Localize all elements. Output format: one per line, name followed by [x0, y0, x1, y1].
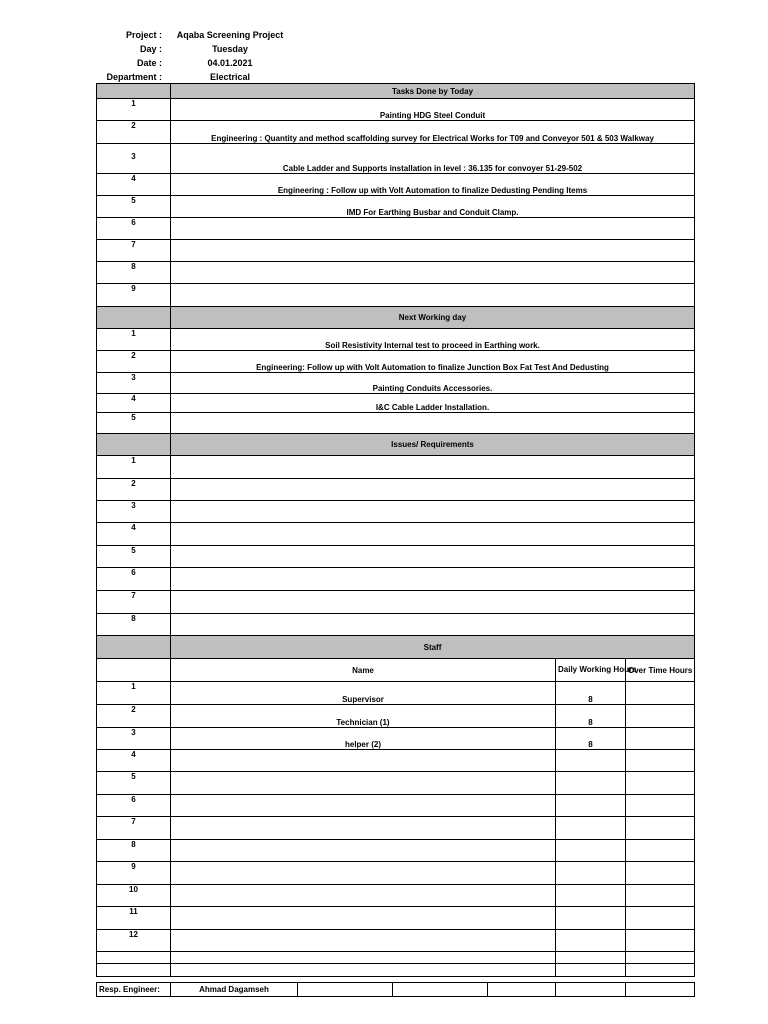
row-number: 7 — [97, 817, 171, 840]
staff-name — [171, 885, 556, 907]
staff-hours — [556, 885, 626, 907]
blank-row — [97, 952, 695, 964]
table-row — [97, 99, 695, 121]
staff-row — [97, 862, 695, 885]
row-number: 6 — [97, 795, 171, 817]
staff-overtime — [626, 682, 695, 705]
table-row — [97, 240, 695, 262]
task-text: Cable Ladder and Supports installation in level : 36.135 for convoyer 51-29-502 — [171, 144, 695, 174]
staff-name: helper (2) — [171, 728, 556, 750]
section-blank-cell — [97, 636, 171, 659]
row-number: 12 — [97, 930, 171, 952]
staff-row — [97, 795, 695, 817]
resp-engineer-label: Resp. Engineer: — [97, 983, 171, 997]
date-label: Date : — [136, 58, 162, 68]
row-number: 1 — [97, 682, 171, 705]
day-value: Tuesday — [212, 44, 248, 54]
row-number: 3 — [97, 728, 171, 750]
table-row — [97, 591, 695, 614]
table-row — [97, 262, 695, 284]
staff-hours — [556, 817, 626, 840]
table-row — [97, 546, 695, 568]
staff-name — [171, 840, 556, 862]
staff-name: Supervisor — [171, 682, 556, 705]
staff-hours — [556, 907, 626, 930]
blank-cell — [97, 952, 171, 964]
row-number: 1 — [97, 456, 171, 479]
staff-overtime — [626, 862, 695, 885]
staff-row — [97, 705, 695, 728]
staff-name — [171, 795, 556, 817]
staff-hours: 8 — [556, 728, 626, 750]
row-number: 6 — [97, 218, 171, 240]
staff-name — [171, 930, 556, 952]
staff-overtime — [626, 772, 695, 795]
table-row — [97, 501, 695, 523]
daily-report-table — [96, 83, 695, 977]
staff-name: Technician (1) — [171, 705, 556, 728]
staff-hours — [556, 750, 626, 772]
table-row — [97, 413, 695, 434]
blank-cell — [626, 964, 695, 977]
staff-name — [171, 817, 556, 840]
department-value: Electrical — [209, 72, 251, 82]
staff-row — [97, 907, 695, 930]
staff-row — [97, 885, 695, 907]
table-row — [97, 284, 695, 307]
row-number: 4 — [97, 523, 171, 546]
staff-name — [171, 862, 556, 885]
row-number: 5 — [97, 546, 171, 568]
task-text: Engineering : Quantity and method scaffolding survey for Electrical Works for T09 and Conveyor 501 & 503 Walkway — [171, 121, 695, 144]
tasks-section-header — [97, 84, 695, 99]
row-number: 5 — [97, 196, 171, 218]
staff-row — [97, 840, 695, 862]
staff-hours — [556, 795, 626, 817]
blank-row — [97, 964, 695, 977]
staff-overtime — [626, 907, 695, 930]
staff-row — [97, 750, 695, 772]
staff-overtime — [626, 930, 695, 952]
staff-hours: 8 — [556, 682, 626, 705]
blank-cell — [488, 983, 556, 997]
row-number: 10 — [97, 885, 171, 907]
day-label: Day : — [139, 44, 162, 54]
table-row — [97, 373, 695, 394]
blank-cell — [556, 952, 626, 964]
issues-section-title: Issues/ Requirements — [171, 434, 695, 456]
task-text — [171, 240, 695, 262]
blank-cell — [626, 983, 695, 997]
staff-overtime — [626, 705, 695, 728]
staff-row — [97, 728, 695, 750]
blank-cell — [171, 964, 556, 977]
task-text — [171, 218, 695, 240]
staff-name — [171, 750, 556, 772]
name-column-header: Name — [171, 659, 556, 682]
row-number: 5 — [97, 413, 171, 434]
task-text: Painting HDG Steel Conduit — [171, 99, 695, 121]
tasks-section-title: Tasks Done by Today — [171, 84, 695, 99]
department-label: Department : — [106, 72, 162, 82]
project-value: Aqaba Screening Project — [176, 30, 284, 40]
blank-cell — [393, 983, 488, 997]
staff-hours — [556, 862, 626, 885]
plan-text: Soil Resistivity Internal test to proceed in Earthing work. — [171, 329, 695, 351]
project-label: Project : — [125, 30, 162, 40]
table-row — [97, 614, 695, 636]
issue-text — [171, 568, 695, 591]
table-row — [97, 329, 695, 351]
blank-cell — [97, 964, 171, 977]
row-number: 9 — [97, 284, 171, 307]
staff-overtime — [626, 795, 695, 817]
row-number: 2 — [97, 705, 171, 728]
row-number: 4 — [97, 394, 171, 413]
row-number: 4 — [97, 174, 171, 196]
row-number: 2 — [97, 479, 171, 501]
row-number: 7 — [97, 240, 171, 262]
task-text — [171, 262, 695, 284]
staff-overtime — [626, 817, 695, 840]
section-blank-cell — [97, 434, 171, 456]
hours-column-header: Daily Working Hours — [556, 659, 626, 682]
staff-hours — [556, 840, 626, 862]
date-value: 04.01.2021 — [207, 58, 253, 68]
table-row — [97, 218, 695, 240]
staff-row — [97, 772, 695, 795]
row-number: 3 — [97, 144, 171, 174]
table-row — [97, 196, 695, 218]
issue-text — [171, 456, 695, 479]
issue-text — [171, 501, 695, 523]
row-number: 3 — [97, 501, 171, 523]
row-number: 1 — [97, 99, 171, 121]
row-number: 7 — [97, 591, 171, 614]
signature-row — [97, 983, 695, 997]
staff-hours: 8 — [556, 705, 626, 728]
table-row — [97, 523, 695, 546]
issues-section-header — [97, 434, 695, 456]
task-text: IMD For Earthing Busbar and Conduit Clamp. — [171, 196, 695, 218]
table-row — [97, 456, 695, 479]
row-number: 1 — [97, 329, 171, 351]
plan-text: Painting Conduits Accessories. — [171, 373, 695, 394]
blank-cell — [298, 983, 393, 997]
row-number: 6 — [97, 568, 171, 591]
issue-text — [171, 546, 695, 568]
row-number: 8 — [97, 262, 171, 284]
overtime-column-header: Over Time Hours — [626, 659, 695, 682]
table-row — [97, 121, 695, 144]
resp-engineer-name: Ahmad Dagamseh — [171, 983, 298, 997]
row-number: 3 — [97, 373, 171, 394]
row-number: 8 — [97, 840, 171, 862]
staff-overtime — [626, 728, 695, 750]
staff-overtime — [626, 840, 695, 862]
staff-name — [171, 907, 556, 930]
blank-cell — [97, 659, 171, 682]
table-row — [97, 394, 695, 413]
staff-row — [97, 817, 695, 840]
row-number: 11 — [97, 907, 171, 930]
staff-section-header — [97, 636, 695, 659]
task-text — [171, 284, 695, 307]
row-number: 2 — [97, 351, 171, 373]
staff-section-title: Staff — [171, 636, 695, 659]
row-number: 4 — [97, 750, 171, 772]
table-row — [97, 351, 695, 373]
row-number: 9 — [97, 862, 171, 885]
plan-text: I&C Cable Ladder Installation. — [171, 394, 695, 413]
table-row — [97, 479, 695, 501]
plan-text: Engineering: Follow up with Volt Automation to finalize Junction Box Fat Test And Dedusting — [171, 351, 695, 373]
blank-cell — [171, 952, 556, 964]
staff-column-header-row — [97, 659, 695, 682]
section-blank-cell — [97, 307, 171, 329]
table-row — [97, 144, 695, 174]
plan-text — [171, 413, 695, 434]
next-day-section-header — [97, 307, 695, 329]
issue-text — [171, 523, 695, 546]
staff-row — [97, 682, 695, 705]
task-text: Engineering : Follow up with Volt Automation to finalize Dedusting Pending Items — [171, 174, 695, 196]
row-number: 2 — [97, 121, 171, 144]
staff-overtime — [626, 885, 695, 907]
table-row — [97, 174, 695, 196]
staff-name — [171, 772, 556, 795]
staff-hours — [556, 772, 626, 795]
blank-cell — [556, 964, 626, 977]
issue-text — [171, 591, 695, 614]
issue-text — [171, 614, 695, 636]
staff-row — [97, 930, 695, 952]
next-day-section-title: Next Working day — [171, 307, 695, 329]
staff-overtime — [626, 750, 695, 772]
staff-hours — [556, 930, 626, 952]
blank-cell — [626, 952, 695, 964]
row-number: 5 — [97, 772, 171, 795]
table-row — [97, 568, 695, 591]
blank-cell — [556, 983, 626, 997]
signature-table — [96, 982, 695, 997]
row-number: 8 — [97, 614, 171, 636]
section-blank-cell — [97, 84, 171, 99]
issue-text — [171, 479, 695, 501]
